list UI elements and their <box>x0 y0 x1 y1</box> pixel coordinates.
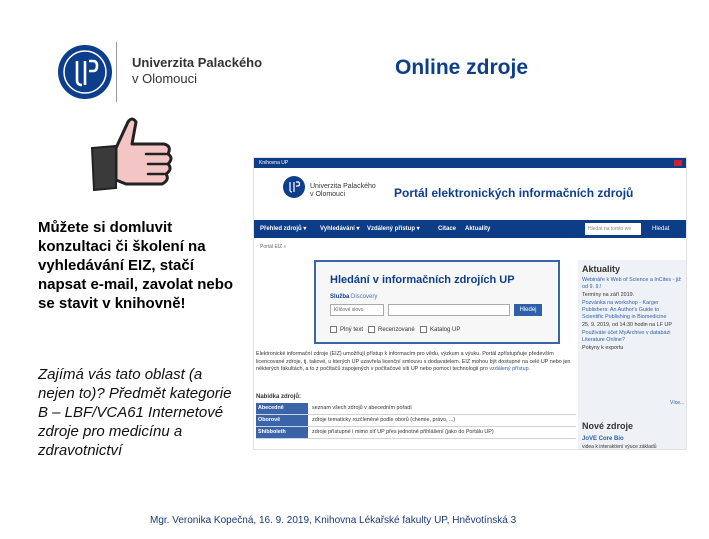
language-flag-icon[interactable] <box>674 160 682 166</box>
news-list <box>582 277 682 353</box>
portal-search-button[interactable]: Hledat <box>652 226 670 232</box>
portal-topbar: Knihovna UP <box>254 158 686 168</box>
new-source-desc: videa k interaktivní výuce základů <box>582 444 657 450</box>
portal-search-input[interactable]: Hledat na tomto we <box>585 223 641 235</box>
source-link[interactable]: Abecedně <box>256 403 308 414</box>
header-divider <box>116 42 117 102</box>
nav-item-citations[interactable]: Citace <box>438 226 457 232</box>
list-item[interactable] <box>582 277 682 299</box>
service-label <box>330 294 377 300</box>
peer-reviewed-checkbox[interactable] <box>368 326 415 333</box>
table-row <box>256 415 576 427</box>
list-item[interactable] <box>582 300 682 329</box>
news-item-sub: Pokyny k exportu <box>582 345 624 351</box>
more-news-link[interactable]: Více... <box>670 400 685 406</box>
source-link[interactable]: Shibboleth <box>256 427 308 438</box>
search-submit-button[interactable]: Hledej <box>514 304 542 316</box>
nav-item-sources[interactable]: Přehled zdrojů ▾ <box>260 226 307 232</box>
fulltext-checkbox[interactable] <box>330 326 363 333</box>
portal-uni-line2: v Olomouci <box>310 191 346 198</box>
portal-university-name <box>310 183 376 199</box>
service-label-text: Služba <box>330 294 350 300</box>
search-type-select[interactable]: Klíčové slovo <box>330 304 384 316</box>
university-line2: v Olomouci <box>132 71 198 86</box>
catalog-checkbox[interactable] <box>420 326 460 333</box>
table-row <box>256 403 576 415</box>
news-item-title[interactable]: Používáte účet MyArchive v databázi Literature Online? <box>582 330 671 343</box>
consultation-text: Můžete si domluvit konzultaci či školení na vyhledávání EIZ, stačí napsat e-mail, zavolat nebo se stavit v knihovně! <box>38 219 234 312</box>
remote-access-link[interactable]: vzdálený přístup. <box>489 366 531 373</box>
service-value[interactable]: Discovery <box>351 294 378 300</box>
university-logo <box>55 42 115 107</box>
university-name <box>132 55 262 87</box>
sources-table <box>256 403 576 439</box>
new-source-link[interactable]: JoVE Core Bio <box>582 436 624 442</box>
new-sources-title: Nové zdroje <box>582 421 634 431</box>
source-desc: zdroje tematicky rozčleněné podle oborů (chemie, právo, ...) <box>312 417 456 423</box>
news-sidebar <box>578 260 686 450</box>
nav-item-remote-access[interactable]: Vzdálený přístup ▾ <box>367 226 420 232</box>
portal-uni-line1: Univerzita Palackého <box>310 183 376 190</box>
catalog-label: Katalog UP <box>430 327 461 334</box>
portal-title: Portál elektronických informačních zdrojů <box>394 186 634 200</box>
portal-description <box>256 351 576 374</box>
thumbs-up-icon <box>88 116 178 203</box>
news-title: Aktuality <box>582 264 621 274</box>
course-info-text: Zajímá vás tato oblast (a nejen to)? Předmět kategorie B – LBF/VCA61 Internetové zdroje pro medicínu a zdravotnictví <box>38 366 232 459</box>
table-row <box>256 427 576 439</box>
slide-title: Online zdroje <box>395 56 529 79</box>
news-item-title[interactable]: Pozvánka na workshop - Karger Publishers: An Author's Guide to Scientific Publishing in Biomedicine <box>582 300 667 320</box>
slide-footer: Mgr. Veronika Kopečná, 16. 9. 2019, Knihovna Lékařské fakulty UP, Hněvotínská 3 <box>150 515 517 526</box>
portal-screenshot <box>253 157 687 450</box>
source-desc: zdroje přístupné i mimo síť UP přes jednotné přihlášení (jako do Portálu UP) <box>312 429 494 435</box>
source-desc: seznam všech zdrojů v abecedním pořadí <box>312 405 412 411</box>
source-link[interactable]: Oborově <box>256 415 308 426</box>
breadcrumb[interactable]: Portál EIZ » <box>260 244 287 250</box>
nav-item-news[interactable]: Aktuality <box>465 226 491 232</box>
peer-reviewed-label: Recenzované <box>378 327 415 334</box>
search-panel <box>314 260 560 344</box>
news-item-sub: Termíny na září 2019. <box>582 292 635 298</box>
list-item[interactable] <box>582 330 682 352</box>
description-text: Elektronické informační zdroje (EIZ) umožňují přístup k informacím pro vědu, výzkum a výuku. Portál zpřístupňuje především licencované zdroje, tj. takové, u kterých UP uzavřela licenční smlouvu s dodavatelem. EIZ mohou být dostupné na celé UP nebo jen některých fakultách, a to z počítačů zapojených v počítačové síti UP nebo pomocí technologií pro <box>256 351 571 373</box>
fulltext-label: Plný text <box>340 327 364 334</box>
news-item-title[interactable]: Webináře k Web of Science a InCites - již od 9. 9.! <box>582 277 681 290</box>
news-item-sub: 25. 9. 2019, od 14:30 hodin na LF UP <box>582 322 672 328</box>
university-line1: Univerzita Palackého <box>132 55 263 70</box>
search-query-input[interactable] <box>388 304 510 316</box>
portal-logo <box>282 175 306 204</box>
sources-title: Nabídka zdrojů: <box>256 394 302 400</box>
search-panel-title: Hledání v informačních zdrojích UP <box>330 274 515 286</box>
nav-item-search[interactable]: Vyhledávání ▾ <box>320 226 360 232</box>
